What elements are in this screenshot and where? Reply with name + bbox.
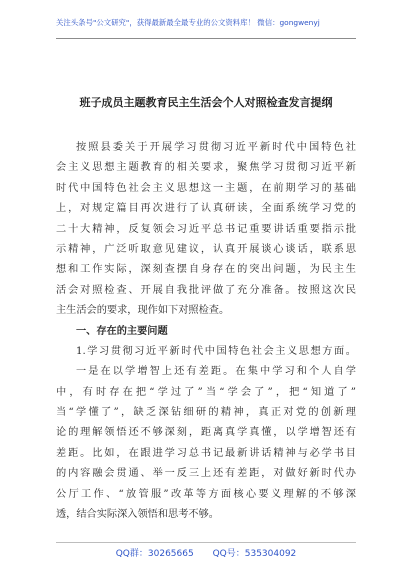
section-heading: 一、存在的主要问题 [76, 325, 168, 337]
body-line: 二十大精神，反复领会习近平总书记重要讲话重要指示批 [56, 223, 356, 235]
header-promo-note: 关注头条号"公文研究"，获得最新最全最专业的公文资料库！ 微信：gongwenyj [56, 18, 320, 27]
body-line: 中，有时存在把“学过了”当“学会了”，把“知道了” [56, 386, 356, 398]
footer-divider [56, 542, 356, 543]
body-line: 会主义思想主题教育的相关要求，聚焦学习贯彻习近平新 [56, 162, 356, 174]
document-title: 班子成员主题教育民主生活会个人对照检查发言提纲 [79, 96, 333, 109]
body-line: 想和工作实际，深刻查摆自身存在的突出问题，为民主生 [56, 264, 356, 276]
body-line: 活会对照检查、开展自我批评做了充分准备。按照这次民 [56, 284, 356, 296]
body-line: 按照县委关于开展学习贯彻习近平新时代中国特色社 [76, 142, 356, 153]
body-line: 论的理解领悟还不够深刻，距离真学真懂，以学增智还有 [56, 427, 356, 439]
subsection-heading: 1.学习贯彻习近平新时代中国特色社会主义思想方面。 [76, 345, 356, 357]
body-line: 公厅工作、“放管服”改革等方面核心要义理解的不够深 [56, 488, 356, 500]
header-divider [56, 38, 356, 39]
body-line: 当“学懂了”，缺乏深钻细研的精神，真正对党的创新理 [56, 407, 356, 419]
body-line: 上，对规定篇目再次进行了认真研读，全面系统学习党的 [56, 203, 356, 215]
footer-qq-group: QQ群：30265665 [115, 549, 194, 559]
footer-contact [56, 548, 356, 560]
body-line: 的内容融会贯通、举一反三上还有差距，对做好新时代办 [56, 468, 356, 480]
body-line: 差距。比如，在跟进学习总书记最新讲话精神与必学书目 [56, 447, 356, 459]
body-line: 一是在以学增智上还有差距。在集中学习和个人自学 [76, 366, 356, 378]
body-line: 透，结合实际深入领悟和思考不够。 [56, 509, 219, 521]
body-line: 示精神，广泛听取意见建议，认真开展谈心谈话，联系思 [56, 243, 356, 255]
body-line: 时代中国特色社会主义思想这一主题，在前期学习的基础 [56, 182, 356, 194]
footer-qq-number: QQ号：535304092 [212, 549, 297, 559]
body-line: 主生活会的要求，现作如下对照检查。 [56, 305, 230, 317]
document-body [56, 138, 356, 525]
